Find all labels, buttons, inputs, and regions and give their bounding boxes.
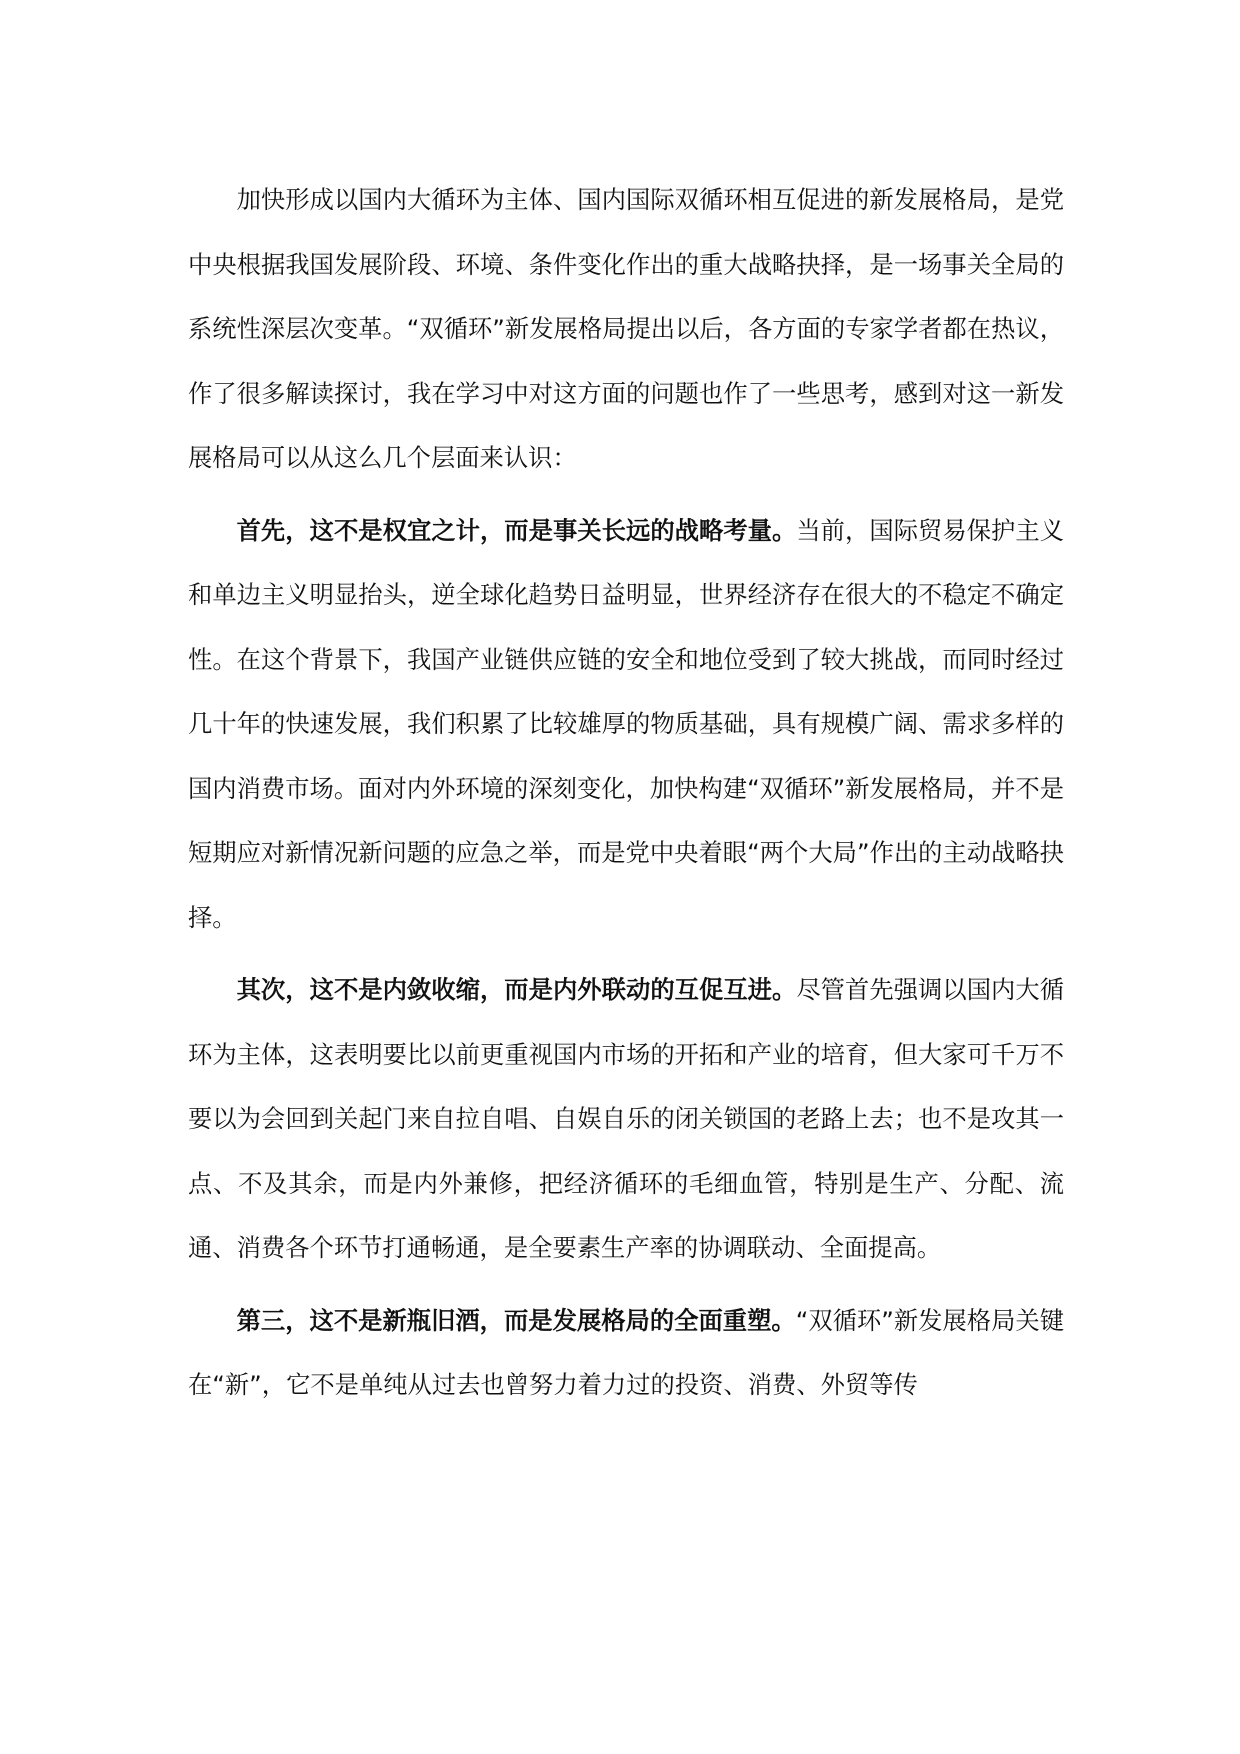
paragraph-third-point-heading: 第三，这不是新瓶旧酒，而是发展格局的全面重塑。	[236, 1305, 796, 1335]
paragraph-intro-text: 加快形成以国内大循环为主体、国内国际双循环相互促进的新发展格局，是党中央根据我国发展阶段、环境、条件变化作出的重大战略抉择，是一场事关全局的系统性深层次变革。“双循环”新发展格局提出以后，各方面的专家学者都在热议，作了很多解读探讨，我在学习中对这方面的问题也作了一些思考，感到对这一新发展格局可以从这么几个层面来认识：	[188, 185, 1064, 472]
paragraph-third-point	[188, 1289, 1064, 1418]
document-body	[188, 168, 1064, 1426]
paragraph-second-point-heading: 其次，这不是内敛收缩，而是内外联动的互促互进。	[236, 975, 797, 1004]
paragraph-first-point-text: 当前，国际贸易保护主义和单边主义明显抬头，逆全球化趋势日益明显，世界经济存在很大的不稳定不确定性。在这个背景下，我国产业链供应链的安全和地位受到了较大挑战，而同时经过几十年的快速发展，我们积累了比较雄厚的物质基础，具有规模广阔、需求多样的国内消费市场。面对内外环境的深刻变化，加快构建“双循环”新发展格局，并不是短期应对新情况新问题的应急之举，而是党中央着眼“两个大局”作出的主动战略抉择。	[188, 515, 1065, 932]
paragraph-second-point	[188, 958, 1064, 1281]
paragraph-second-point-text: 尽管首先强调以国内大循环为主体，这表明要比以前更重视国内市场的开拓和产业的培育，但大家可千万不要以为会回到关起门来自拉自唱、自娱自乐的闭关锁国的老路上去；也不是攻其一点、不及其余，而是内外兼修，把经济循环的毛细血管，特别是生产、分配、流通、消费各个环节打通畅通，是全要素生产率的协调联动、全面提高。	[188, 975, 1065, 1262]
paragraph-intro	[188, 168, 1064, 491]
paragraph-first-point	[188, 499, 1064, 951]
paragraph-third-point-text: “双循环”新发展格局关键在“新”，它不是单纯从过去也曾努力着力过的投资、消费、外贸等传	[188, 1305, 1064, 1399]
paragraph-first-point-heading: 首先，这不是权宜之计，而是事关长远的战略考量。	[236, 515, 797, 545]
